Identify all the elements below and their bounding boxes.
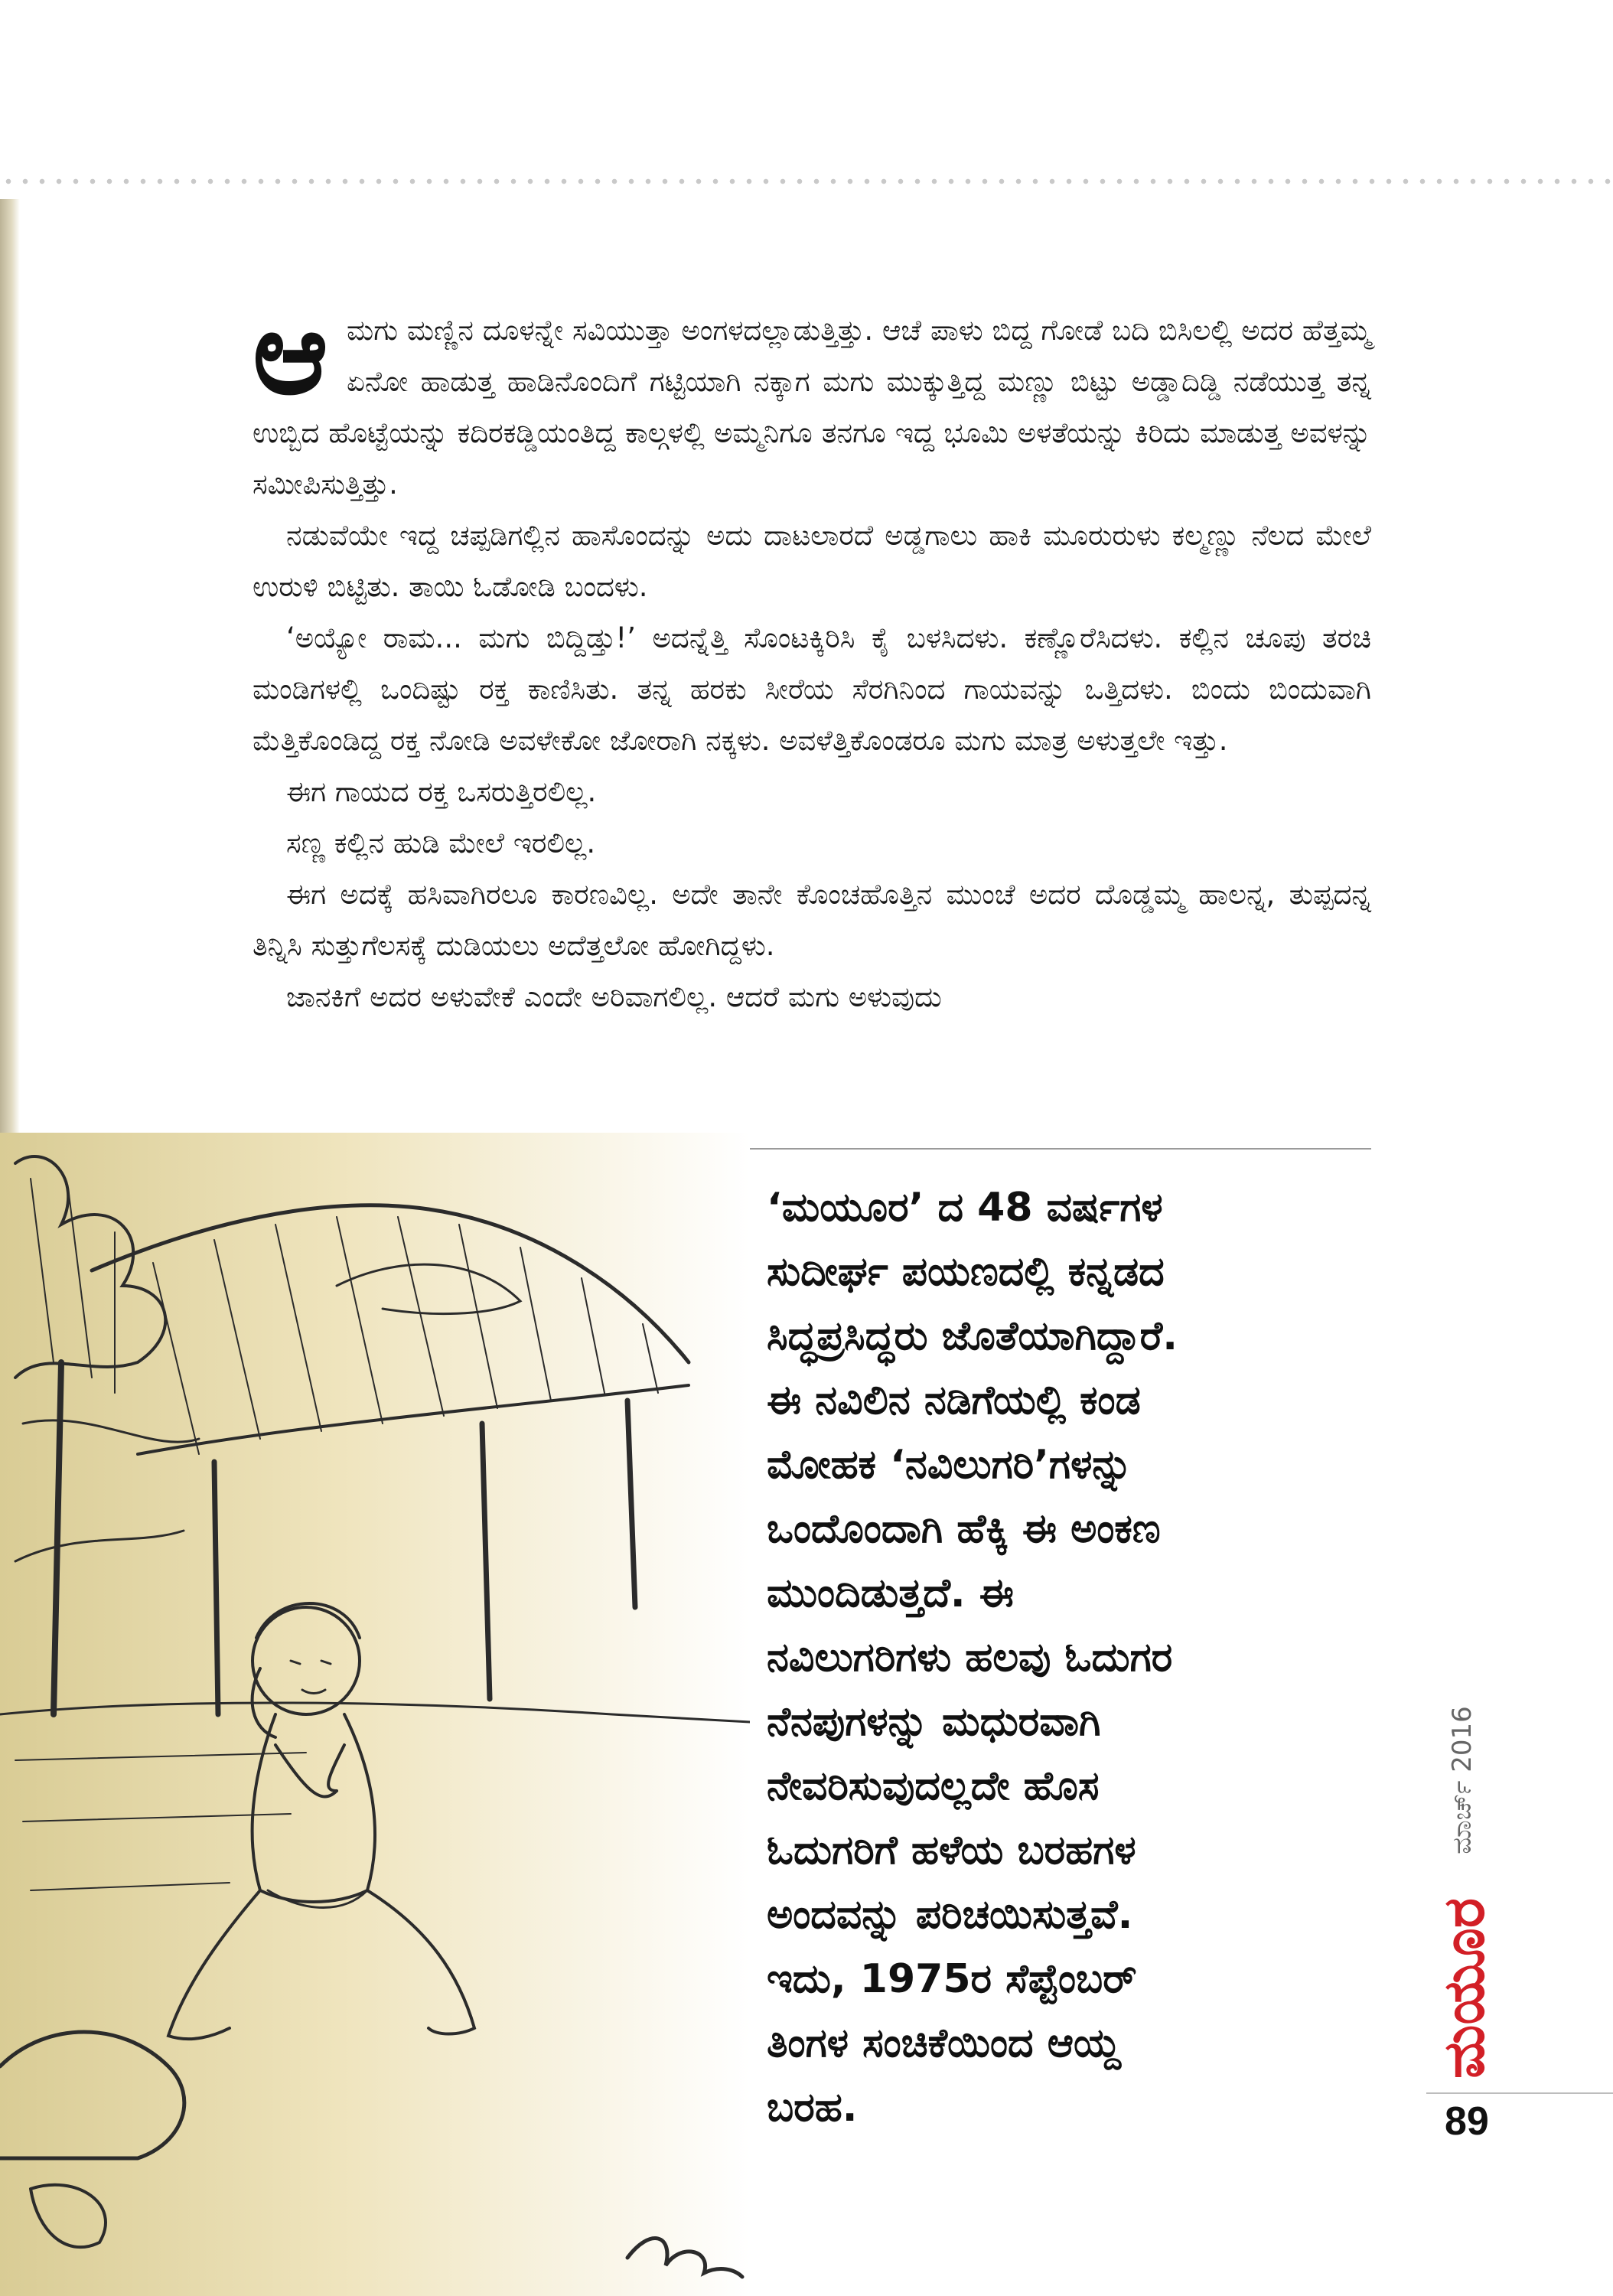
intro-line: ಒಂದೊಂದಾಗಿ ಹೆಕ್ಕಿ ಈ ಅಂಕಣ [767,1506,1161,1552]
intro-line: ಓದುಗರಿಗೆ ಹಳೆಯ ಬರಹಗಳ [767,1828,1136,1874]
story-paragraph-2: ನಡುವೆಯೇ ಇದ್ದ ಚಪ್ಪಡಿಗಲ್ಲಿನ ಹಾಸೊಂದನ್ನು ಅದು ದಾಟಲಾರದೆ ಅಡ್ಡಗಾಲು ಹಾಕಿ ಮೂರುರುಳು ಕಲ್ಮಣ್ಣು ನೆಲದ ಮೇಲೆ ಉರುಳಿ ಬಿಟ್ಟಿತು. ತಾಯಿ ಓಡೋಡಿ ಬಂದಳು. [253,519,1371,603]
intro-line: ಈ ನವಿಲಿನ ನಡಿಗೆಯಲ್ಲಿ ಕಂಡ [767,1378,1141,1424]
magazine-logo-text: ಮಯೂರ [1431,1898,1497,2079]
intro-line: ನೆನಪುಗಳನ್ನು ಮಧುರವಾಗಿ [767,1699,1101,1745]
magazine-logo [1428,1898,1501,2079]
intro-line: ಅಂದವನ್ನು ಪರಿಚಯಿಸುತ್ತವೆ. [767,1892,1133,1938]
story-paragraph-4: ಈಗ ಗಾಯದ ರಕ್ತ ಒಸರುತ್ತಿರಲಿಲ್ಲ. [286,775,597,808]
intro-line: ತಿಂಗಳ ಸಂಚಿಕೆಯಿಂದ ಆಯ್ದ [767,2020,1120,2066]
intro-line: ಸುದೀರ್ಘ ಪಯಣದಲ್ಲಿ ಕನ್ನಡದ [767,1249,1165,1295]
child-sketch-illustration [0,1133,750,2296]
story-text [253,287,1371,1022]
intro-line: ಬರಹ. [767,2085,858,2131]
intro-line: ಇದು, 1975ರ ಸೆಪ್ಟೆಂಬರ್ [767,1956,1137,2002]
page-number-rule [1426,2092,1613,2094]
story-paragraph-1: ಮಗು ಮಣ್ಣಿನ ದೂಳನ್ನೇ ಸವಿಯುತ್ತಾ ಅಂಗಳದಲ್ಲಾಡುತ್ತಿತ್ತು. ಆಚೆ ಪಾಳು ಬಿದ್ದ ಗೋಡೆ ಬದಿ ಬಿಸಿಲಲ್ಲಿ ಅದರ ಹೆತ್ತಮ್ಮ ಏನೋ ಹಾಡುತ್ತ ಹಾಡಿನೊಂದಿಗೆ ಗಟ್ಟಿಯಾಗಿ ನಕ್ಕಾಗ ಮಗು ಮುಕ್ಕುತ್ತಿದ್ದ ಮಣ್ಣು ಬಿಟ್ಟು ಅಡ್ಡಾದಿಡ್ಡಿ ನಡೆಯುತ್ತ ತನ್ನ ಉಬ್ಬಿದ ಹೊಟ್ಟೆಯನ್ನು ಕದಿರಕಡ್ಡಿಯಂತಿದ್ದ ಕಾಲ್ಗಳಲ್ಲಿ ಅಮ್ಮನಿಗೂ ತನಗೂ ಇದ್ದ ಭೂಮಿ ಅಳತೆಯನ್ನು ಕಿರಿದು ಮಾಡುತ್ತ ಅವಳನ್ನು ಸಮೀಪಿಸುತ್ತಿತ್ತು. [253,314,1371,501]
sketch-drawing [0,1133,750,2296]
drop-cap: ಆ [253,287,329,420]
header-dotted-rule [0,178,1613,185]
issue-date-vertical [1429,1658,1495,1903]
story-paragraph-7: ಜಾನಕಿಗೆ ಅದರ ಅಳುವೇಕೆ ಎಂದೇ ಅರಿವಾಗಲಿಲ್ಲ. ಆದರೆ ಮಗು ಅಳುವುದು [286,980,942,1013]
intro-line: ಮುಂದಿಡುತ್ತದೆ. ಈ [767,1570,1014,1616]
intro-line: ನೇವರಿಸುವುದಲ್ಲದೇ ಹೊಸ [767,1763,1100,1809]
intro-line: ನವಿಲುಗರಿಗಳು ಹಲವು ಓದುಗರ [767,1635,1173,1681]
story-paragraph-5: ಸಣ್ಣ ಕಲ್ಲಿನ ಹುಡಿ ಮೇಲೆ ಇರಲಿಲ್ಲ. [286,827,596,859]
column-intro-note [767,1176,1379,2140]
intro-line: ‘ಮಯೂರ’ ದ 48 ವರ್ಷಗಳ [767,1185,1163,1231]
issue-date-text: ಮಾರ್ಚ್ 2016 [1447,1706,1478,1854]
intro-line: ಮೋಹಕ ‘ನವಿಲುಗರಿ’ಗಳನ್ನು [767,1442,1132,1488]
intro-line: ಸಿದ್ಧಪ್ರಸಿದ್ಧರು ಜೊತೆಯಾಗಿದ್ದಾರೆ. [767,1313,1178,1359]
story-paragraph-3: ‘ಅಯ್ಯೋ ರಾಮ... ಮಗು ಬಿದ್ದಿಡ್ತು!’ ಅದನ್ನೆತ್ತಿ ಸೊಂಟಕ್ಕಿರಿಸಿ ಕೈ ಬಳಸಿದಳು. ಕಣ್ಣೊರೆಸಿದಳು. ಕಲ್ಲಿನ ಚೂಪು ತರಚಿ ಮಂಡಿಗಳಲ್ಲಿ ಒಂದಿಷ್ಟು ರಕ್ತ ಕಾಣಿಸಿತು. ತನ್ನ ಹರಕು ಸೀರೆಯ ಸೆರಗಿನಿಂದ ಗಾಯವನ್ನು ಒತ್ತಿದಳು. ಬಿಂದು ಬಿಂದುವಾಗಿ ಮೆತ್ತಿಕೊಂಡಿದ್ದ ರಕ್ತ ನೋಡಿ ಅವಳೇಕೋ ಜೋರಾಗಿ ನಕ್ಕಳು. ಅವಳೆತ್ತಿಕೊಂಡರೂ ಮಗು ಮಾತ್ರ ಅಳುತ್ತಲೇ ಇತ್ತು. [253,621,1371,757]
left-edge-texture [0,199,20,1156]
story-paragraph-6: ಈಗ ಅದಕ್ಕೆ ಹಸಿವಾಗಿರಲೂ ಕಾರಣವಿಲ್ಲ. ಅದೇ ತಾನೇ ಕೊಂಚಹೊತ್ತಿನ ಮುಂಚೆ ಅದರ ದೊಡ್ಡಮ್ಮ ಹಾಲನ್ನ, ತುಪ್ಪದನ್ನ ತಿನ್ನಿಸಿ ಸುತ್ತುಗೆಲಸಕ್ಕೆ ದುಡಿಯಲು ಅದೆತ್ತಲೋ ಹೋಗಿದ್ದಳು. [253,878,1371,962]
page-number: 89 [1445,2099,1489,2144]
